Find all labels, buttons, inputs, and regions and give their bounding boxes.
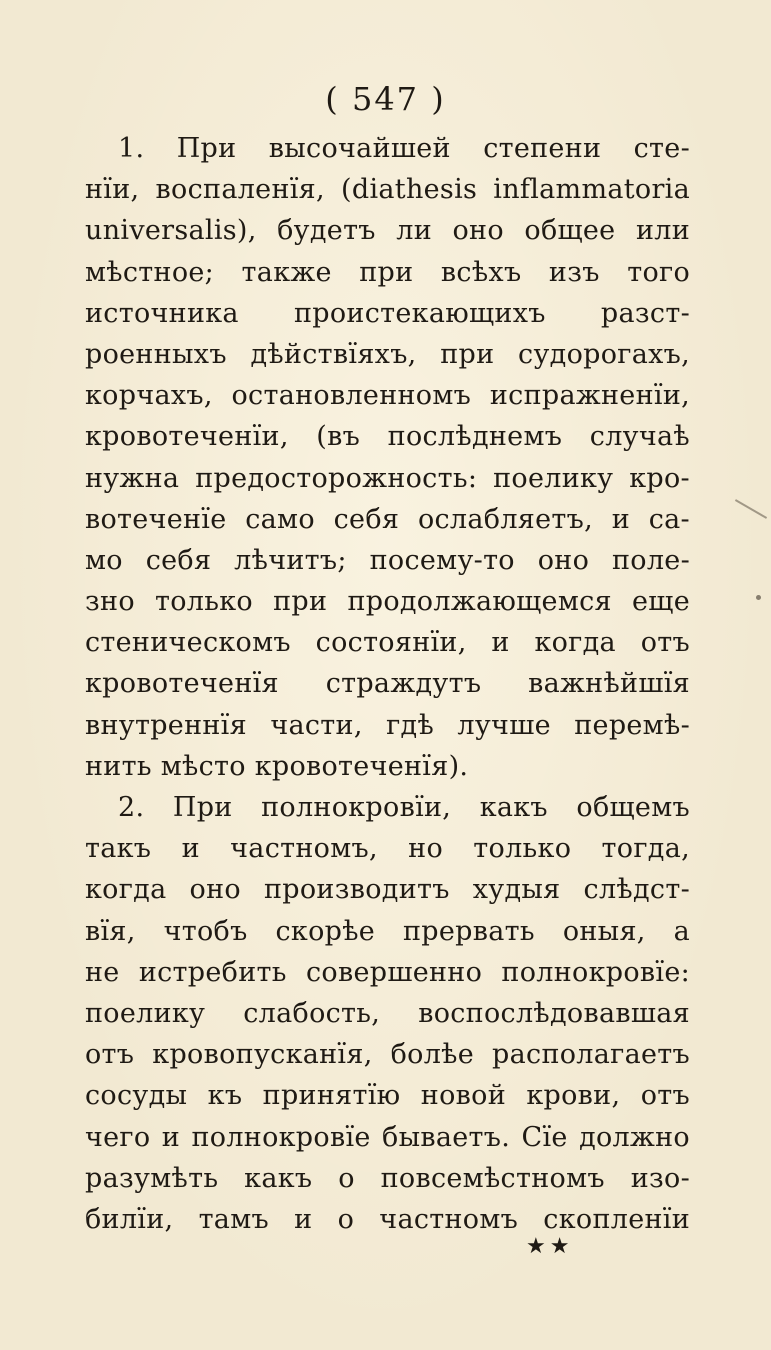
text-line: такъ и частномъ, но только тогда, — [85, 833, 690, 865]
text-line: корчахъ, остановленномъ испражненїи, — [85, 380, 690, 412]
body-text — [85, 128, 690, 1240]
text-line: сосуды къ принятїю новой крови, отъ — [85, 1080, 690, 1112]
text-line: universalis), будетъ ли оно общее или — [85, 215, 690, 247]
text-line: кровотеченїи, (въ послѣднемъ случаѣ — [85, 421, 690, 453]
text-line: билїи, тамъ и о частномъ скопленїи — [85, 1203, 690, 1235]
text-line: 1. При высочайшей степени сте- — [118, 133, 690, 164]
text-line: нить мѣсто кровотеченїя). — [85, 750, 469, 782]
page-number: ( 547 ) — [325, 80, 446, 118]
text-line: нужна предосторожность: поелику кро- — [85, 462, 690, 494]
text-line: вїя, чтобъ скорѣе прервать оныя, а — [85, 915, 690, 947]
text-line: когда оно производитъ худыя слѣдст- — [85, 874, 690, 906]
text-line: стеническомъ состоянїи, и когда отъ — [85, 627, 690, 659]
text-line: разумѣть какъ о повсемѣстномъ изо- — [85, 1162, 690, 1194]
text-line: чего и полнокровїе бываетъ. Сїе должно — [85, 1121, 690, 1153]
ink-speck — [756, 595, 761, 600]
text-line: кровотеченїя страждутъ важнѣйшїя — [85, 668, 690, 700]
text-line: мѣстное; также при всѣхъ изъ того — [85, 256, 690, 288]
text-line: отъ кровопусканїя, болѣе располагаетъ — [85, 1039, 690, 1071]
text-line: источника проистекающихъ разст- — [85, 297, 690, 329]
text-line: роенныхъ дѣйствїяхъ, при судорогахъ, — [85, 338, 690, 370]
edge-mark — [735, 499, 767, 519]
text-line: 2. При полнокровїи, какъ общемъ — [118, 792, 690, 823]
text-line: поелику слабость, воспослѣдовавшая — [85, 997, 690, 1029]
text-line: зно только при продолжающемся еще — [85, 586, 690, 618]
signature-mark: ★★ — [526, 1234, 574, 1259]
text-line: мо себя лѣчитъ; посему-то оно поле- — [85, 544, 690, 576]
text-line: не истребить совершенно полнокровїе: — [85, 956, 690, 988]
text-line: внутреннїя части, гдѣ лучше перемѣ- — [85, 709, 690, 741]
text-line: вотеченїе само себя ослабляетъ, и са- — [85, 503, 690, 535]
text-line: нїи, воспаленїя, (diathesis inflammatoria — [85, 174, 690, 206]
